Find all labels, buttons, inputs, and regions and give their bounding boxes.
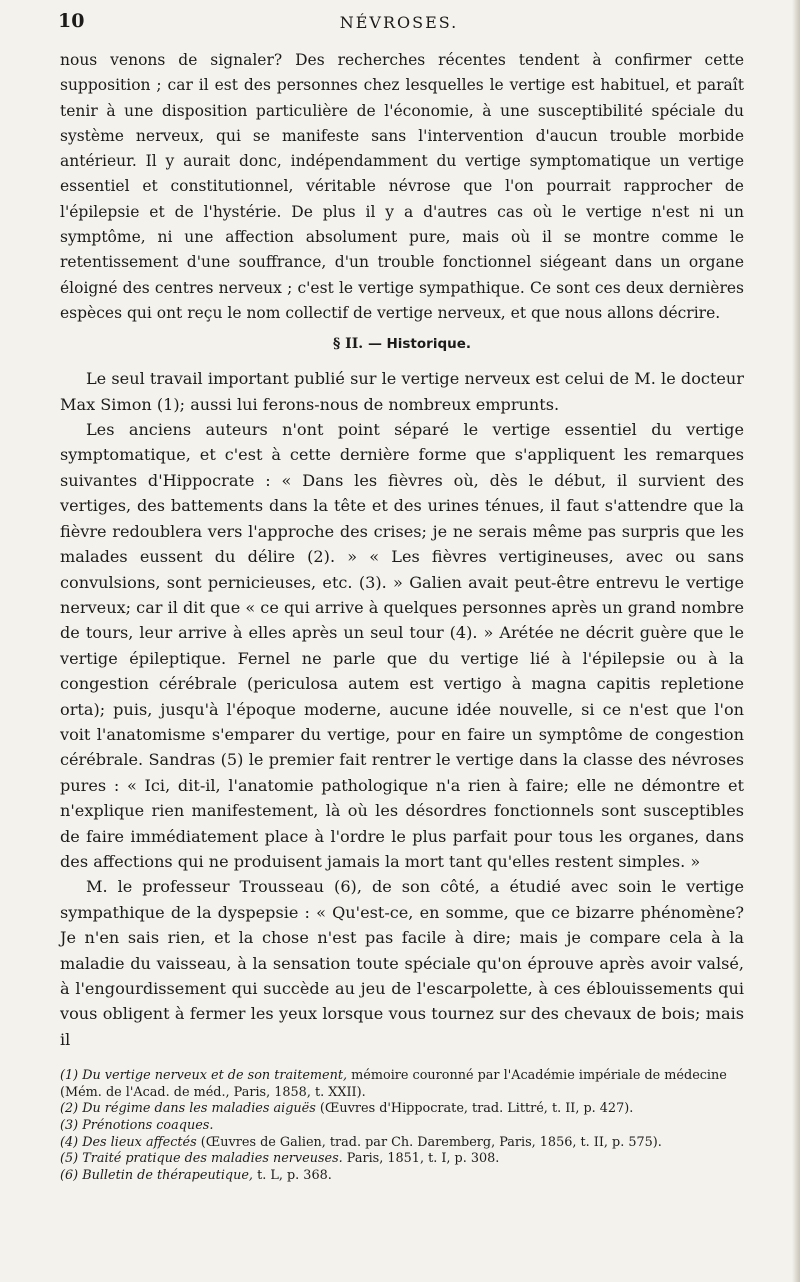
footnote-text: (Œuvres de Galien, trad. par Ch. Daremberg, Paris, 1856, t. II, p. 575).: [196, 1134, 662, 1150]
paragraph: Le seul travail important publié sur le vertige nerveux est celui de M. le docteur Max Simon (1); aussi lui ferons-nous de nombreux emprunts.: [60, 369, 744, 414]
footnote-title: (3) Prénotions coaques.: [60, 1118, 214, 1134]
page-edge-shadow: [792, 0, 800, 1282]
section-heading: [60, 336, 744, 352]
intro-block: [60, 48, 744, 326]
page-number: 10: [58, 10, 85, 32]
body-text: [60, 48, 744, 1184]
footnote-title: (4) Des lieux affectés: [60, 1134, 197, 1150]
footnote-title: (6) Bulletin de thérapeutique,: [60, 1167, 253, 1183]
section-title: Historique.: [386, 336, 472, 353]
section-body: [60, 366, 744, 1052]
footnote-title: (2) Du régime dans les maladies aiguës: [60, 1101, 316, 1117]
footnote: [60, 1168, 744, 1185]
paragraph: Les anciens auteurs n'ont point séparé le vertige essentiel du vertige symptomatique, et c'est à cette dernière forme que s'appliquent les remarques suivantes d'Hippocrate : « Dans les fièvres où, dès le début, il survient des vertiges, des battements dans la tête et des urines ténues, il faut s'attendre que la fièvre redoublera vers l'approche des crises; je ne serais même pas surpris que les malades eussent du délire (2). » « Les fièvres vertigineuses, avec ou sans convulsions, sont pernicieuses, etc. (3). » Galien avait peut-être entrevu le vertige nerveux; car il dit que « ce qui arrive à quelques personnes après un grand nombre de tours, leur arrive à elles après un seul tour (4). » Arétée ne décrit guère que le vertige épileptique. Fernel ne parle que du vertige lié à l'épilepsie ou à la congestion cérébrale (periculosa autem est vertigo à magna capitis repletione orta); puis, jusqu'à l'époque moderne, aucune idée nouvelle, si ce n'est que l'on voit l'anatomisme s'emparer du vertige, pour en faire un symptôme de congestion cérébrale. Sandras (5) le premier fait rentrer le vertige dans la classe des névroses pures : « Ici, dit-il, l'anatomie pathologique n'a rien à faire; elle ne démontre et n'explique rien manifestement, là où les désordres fonctionnels sont susceptibles de faire immédiatement place à l'ordre le plus parfait pour tous les organes, dans des affections qui ne produisent jamais la mort tant qu'elles restent simples. »: [60, 420, 745, 871]
footnote: [60, 1135, 744, 1152]
footnote-text: Paris, 1851, t. I, p. 308.: [342, 1151, 500, 1167]
page-header: [58, 10, 740, 40]
footnote: [60, 1068, 744, 1101]
footnote-text: t. L, p. 368.: [253, 1167, 332, 1183]
footnote: [60, 1151, 744, 1168]
paragraph: M. le professeur Trousseau (6), de son côté, a étudié avec soin le vertige sympathique de la dyspepsie : « Qu'est-ce, en somme, que ce bizarre phénomène? Je n'en sais rien, et la chose n'est pas facile à dire; mais je compare cela à la maladie du vaisseau, à la sensation toute spéciale qu'on éprouve après avoir valsé, à l'engourdissement qui succède au jeu de l'escarpolette, à ces éblouissements qui vous obligent à fermer les yeux lorsque vous tournez sur des chevaux de bois; mais il: [60, 877, 744, 1049]
running-title: NÉVROSES.: [339, 13, 459, 32]
intro-paragraph: nous venons de signaler? Des recherches récentes tendent à confirmer cette supposition ; car il est des personnes chez lesquelles le vertige est habituel, et paraît tenir à une disposition particulière de l'économie, à une susceptibilité spéciale du système nerveux, qui se manifeste sans l'intervention d'aucun trouble morbide antérieur. Il y aurait donc, indépendamment du vertige symptomatique un vertige essentiel et constitutionnel, véritable névrose que l'on pourrait rapprocher de l'épilepsie et de l'hystérie. De plus il y a d'autres cas où le vertige n'est ni un symptôme, ni une affection absolument pure, mais où il se montre comme le retentissement d'une souffrance, d'un trouble fonctionnel siégeant dans un organe éloigné des centres nerveux ; c'est le vertige sympathique. Ce sont ces deux dernières espèces qui ont reçu le nom collectif de vertige nerveux, et que nous allons décrire.: [60, 51, 744, 322]
footnote: [60, 1101, 744, 1118]
footnote-text: (Œuvres d'Hippocrate, trad. Littré, t. II, p. 427).: [315, 1101, 634, 1117]
footnote-text: mémoire couronné par l'Académie impériale de médecine (Mém. de l'Acad. de méd., Paris, 1858, t. XXII).: [60, 1068, 727, 1100]
footnote-title: (1) Du vertige nerveux et de son traitement,: [60, 1068, 348, 1084]
footnote: [60, 1118, 744, 1135]
footnotes: [60, 1068, 744, 1184]
section-number: § II. —: [332, 336, 383, 353]
footnote-title: (5) Traité pratique des maladies nerveuses.: [60, 1151, 343, 1167]
